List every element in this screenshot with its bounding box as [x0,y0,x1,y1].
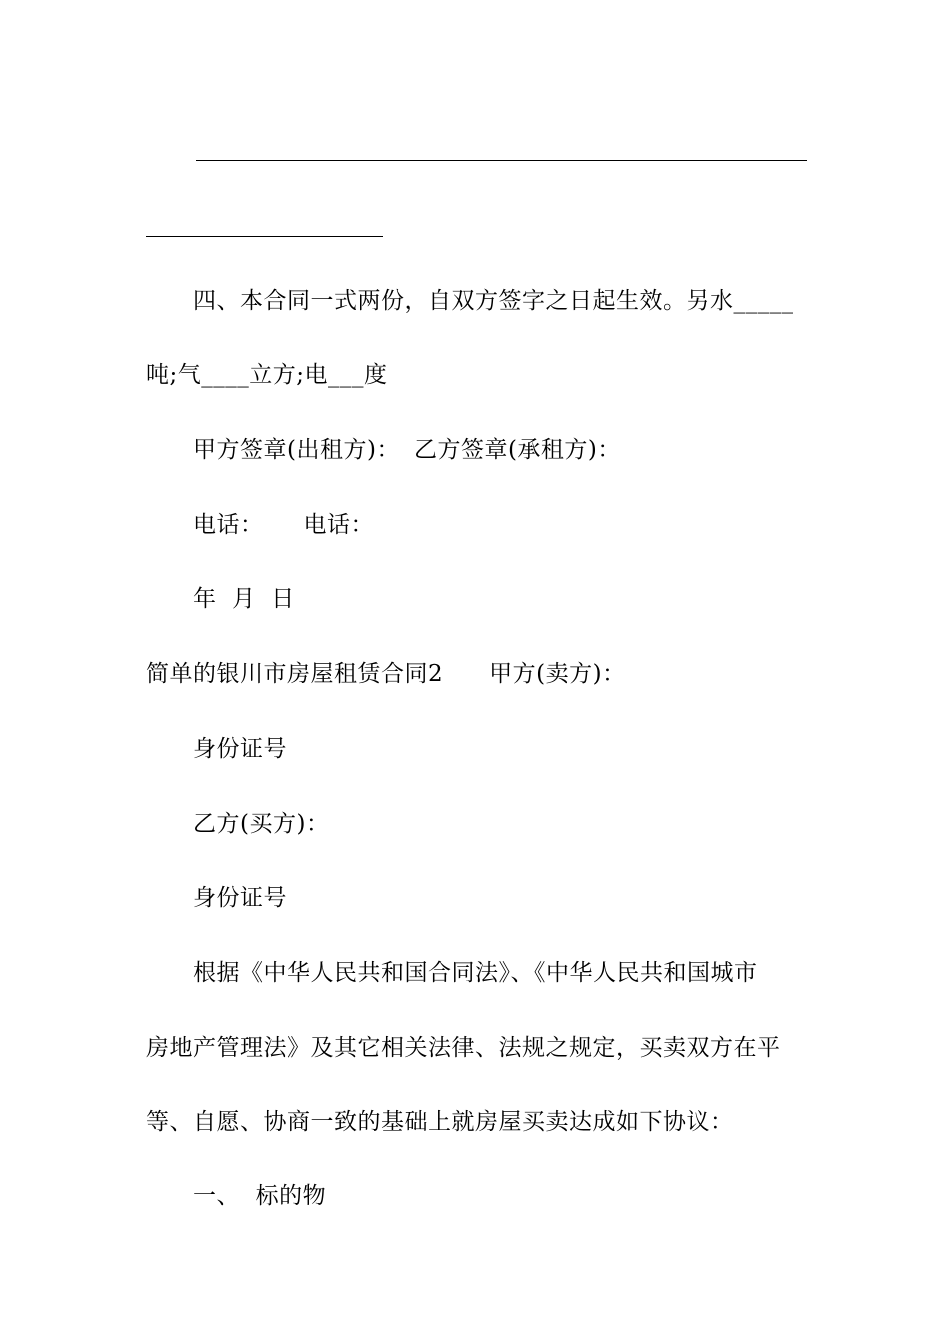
preamble-line-1: 根据《中华人民共和国合同法》、《中华人民共和国城市 [193,960,758,986]
date-line: 年 月 日 [193,586,295,612]
party-b-signature-label: 乙方签章(承租方)： [413,437,621,463]
seller-id-label: 身份证号 [193,736,287,762]
party-b-phone-label: 电话： [303,512,374,538]
clause-4-line-1: 四、本合同一式两份，自双方签字之日起生效。另水_____ [193,288,794,314]
contract-2-title: 简单的银川市房屋租赁合同2 [146,661,444,687]
blank-rule-short [146,236,383,237]
section-1-heading: 一、 标的物 [193,1183,327,1209]
preamble-line-2: 房地产管理法》及其它相关法律、法规之规定，买卖双方在平 [146,1035,781,1061]
blank-rule-long [196,160,807,161]
phone-line [193,510,374,540]
buyer-id-label: 身份证号 [193,885,287,911]
party-a-signature-label: 甲方签章(出租方)： [193,437,400,463]
clause-4-line-2: 吨;气____立方;电___度 [146,362,388,388]
preamble-line-3: 等、自愿、协商一致的基础上就房屋买卖达成如下协议： [146,1109,734,1135]
signature-line [193,435,621,465]
contract-2-heading-line [146,659,626,689]
party-a-phone-label: 电话： [193,512,264,538]
seller-label: 甲方(卖方)： [489,661,626,687]
buyer-label: 乙方(买方)： [193,811,330,837]
